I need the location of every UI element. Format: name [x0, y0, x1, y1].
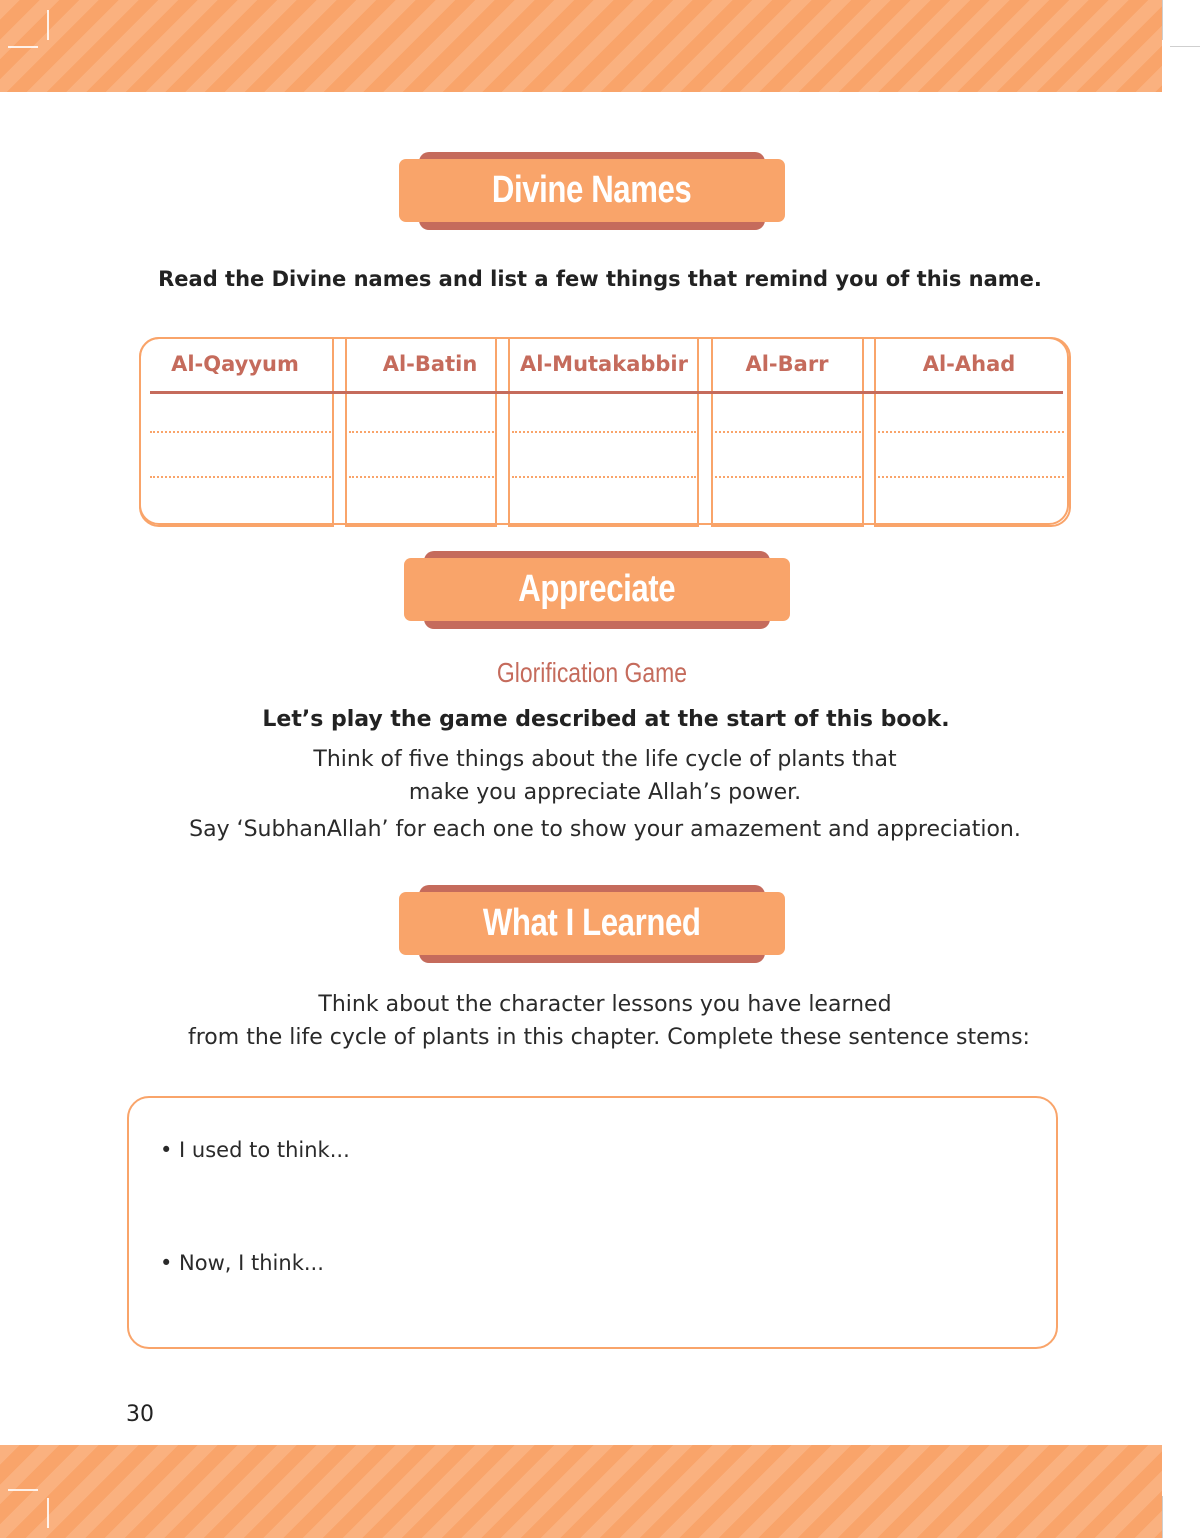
writing-line[interactable]	[150, 476, 331, 478]
appreciate-banner	[404, 551, 790, 629]
name-header: Al-Mutakabbir	[520, 352, 688, 376]
trim-mark	[1162, 0, 1163, 40]
name-header: Al-Batin	[382, 352, 478, 376]
divine-names-banner	[399, 152, 785, 230]
learned-line: Think about the character lessons you have learned	[318, 992, 892, 1017]
appreciate-line: Say ‘SubhanAllah’ for each one to show your amazement and appreciation.	[189, 817, 1021, 842]
name-header: Al-Ahad	[922, 352, 1016, 376]
writing-line[interactable]	[715, 476, 861, 478]
appreciate-line: Think of five things about the life cycle of plants that	[313, 747, 897, 772]
page-number: 30	[126, 1402, 154, 1427]
crop-mark	[47, 10, 49, 40]
writing-line[interactable]	[150, 431, 331, 433]
trim-mark	[1162, 1496, 1163, 1538]
writing-line[interactable]	[878, 476, 1064, 478]
divine-names-instruction: Read the Divine names and list a few things that remind you of this name.	[158, 267, 1042, 291]
sentence-stem: • I used to think...	[160, 1138, 350, 1162]
sentence-stems-box[interactable]	[127, 1096, 1058, 1349]
writing-line[interactable]	[878, 431, 1064, 433]
top-decorative-band	[0, 0, 1162, 92]
writing-line[interactable]	[349, 431, 494, 433]
trim-mark	[1170, 46, 1200, 47]
learned-line: from the life cycle of plants in this chapter. Complete these sentence stems:	[188, 1025, 1030, 1050]
writing-line[interactable]	[512, 431, 696, 433]
appreciate-title: Appreciate	[518, 568, 676, 610]
crop-mark	[47, 1498, 49, 1528]
glorification-game-subtitle: Glorification Game	[496, 657, 688, 688]
writing-line[interactable]	[349, 476, 494, 478]
crop-mark	[8, 46, 38, 48]
what-i-learned-banner	[399, 885, 785, 963]
divine-names-title: Divine Names	[492, 169, 692, 211]
what-i-learned-title: What I Learned	[483, 902, 701, 944]
writing-line[interactable]	[715, 431, 861, 433]
writing-line[interactable]	[512, 476, 696, 478]
header-divider	[150, 391, 1063, 394]
appreciate-line: make you appreciate Allah’s power.	[408, 780, 802, 805]
appreciate-lead: Let’s play the game described at the start of this book.	[262, 707, 950, 732]
name-header: Al-Qayyum	[171, 352, 299, 376]
crop-mark	[8, 1489, 38, 1491]
name-header: Al-Barr	[745, 352, 829, 376]
sentence-stem: • Now, I think...	[160, 1251, 324, 1275]
bottom-decorative-band	[0, 1445, 1162, 1538]
